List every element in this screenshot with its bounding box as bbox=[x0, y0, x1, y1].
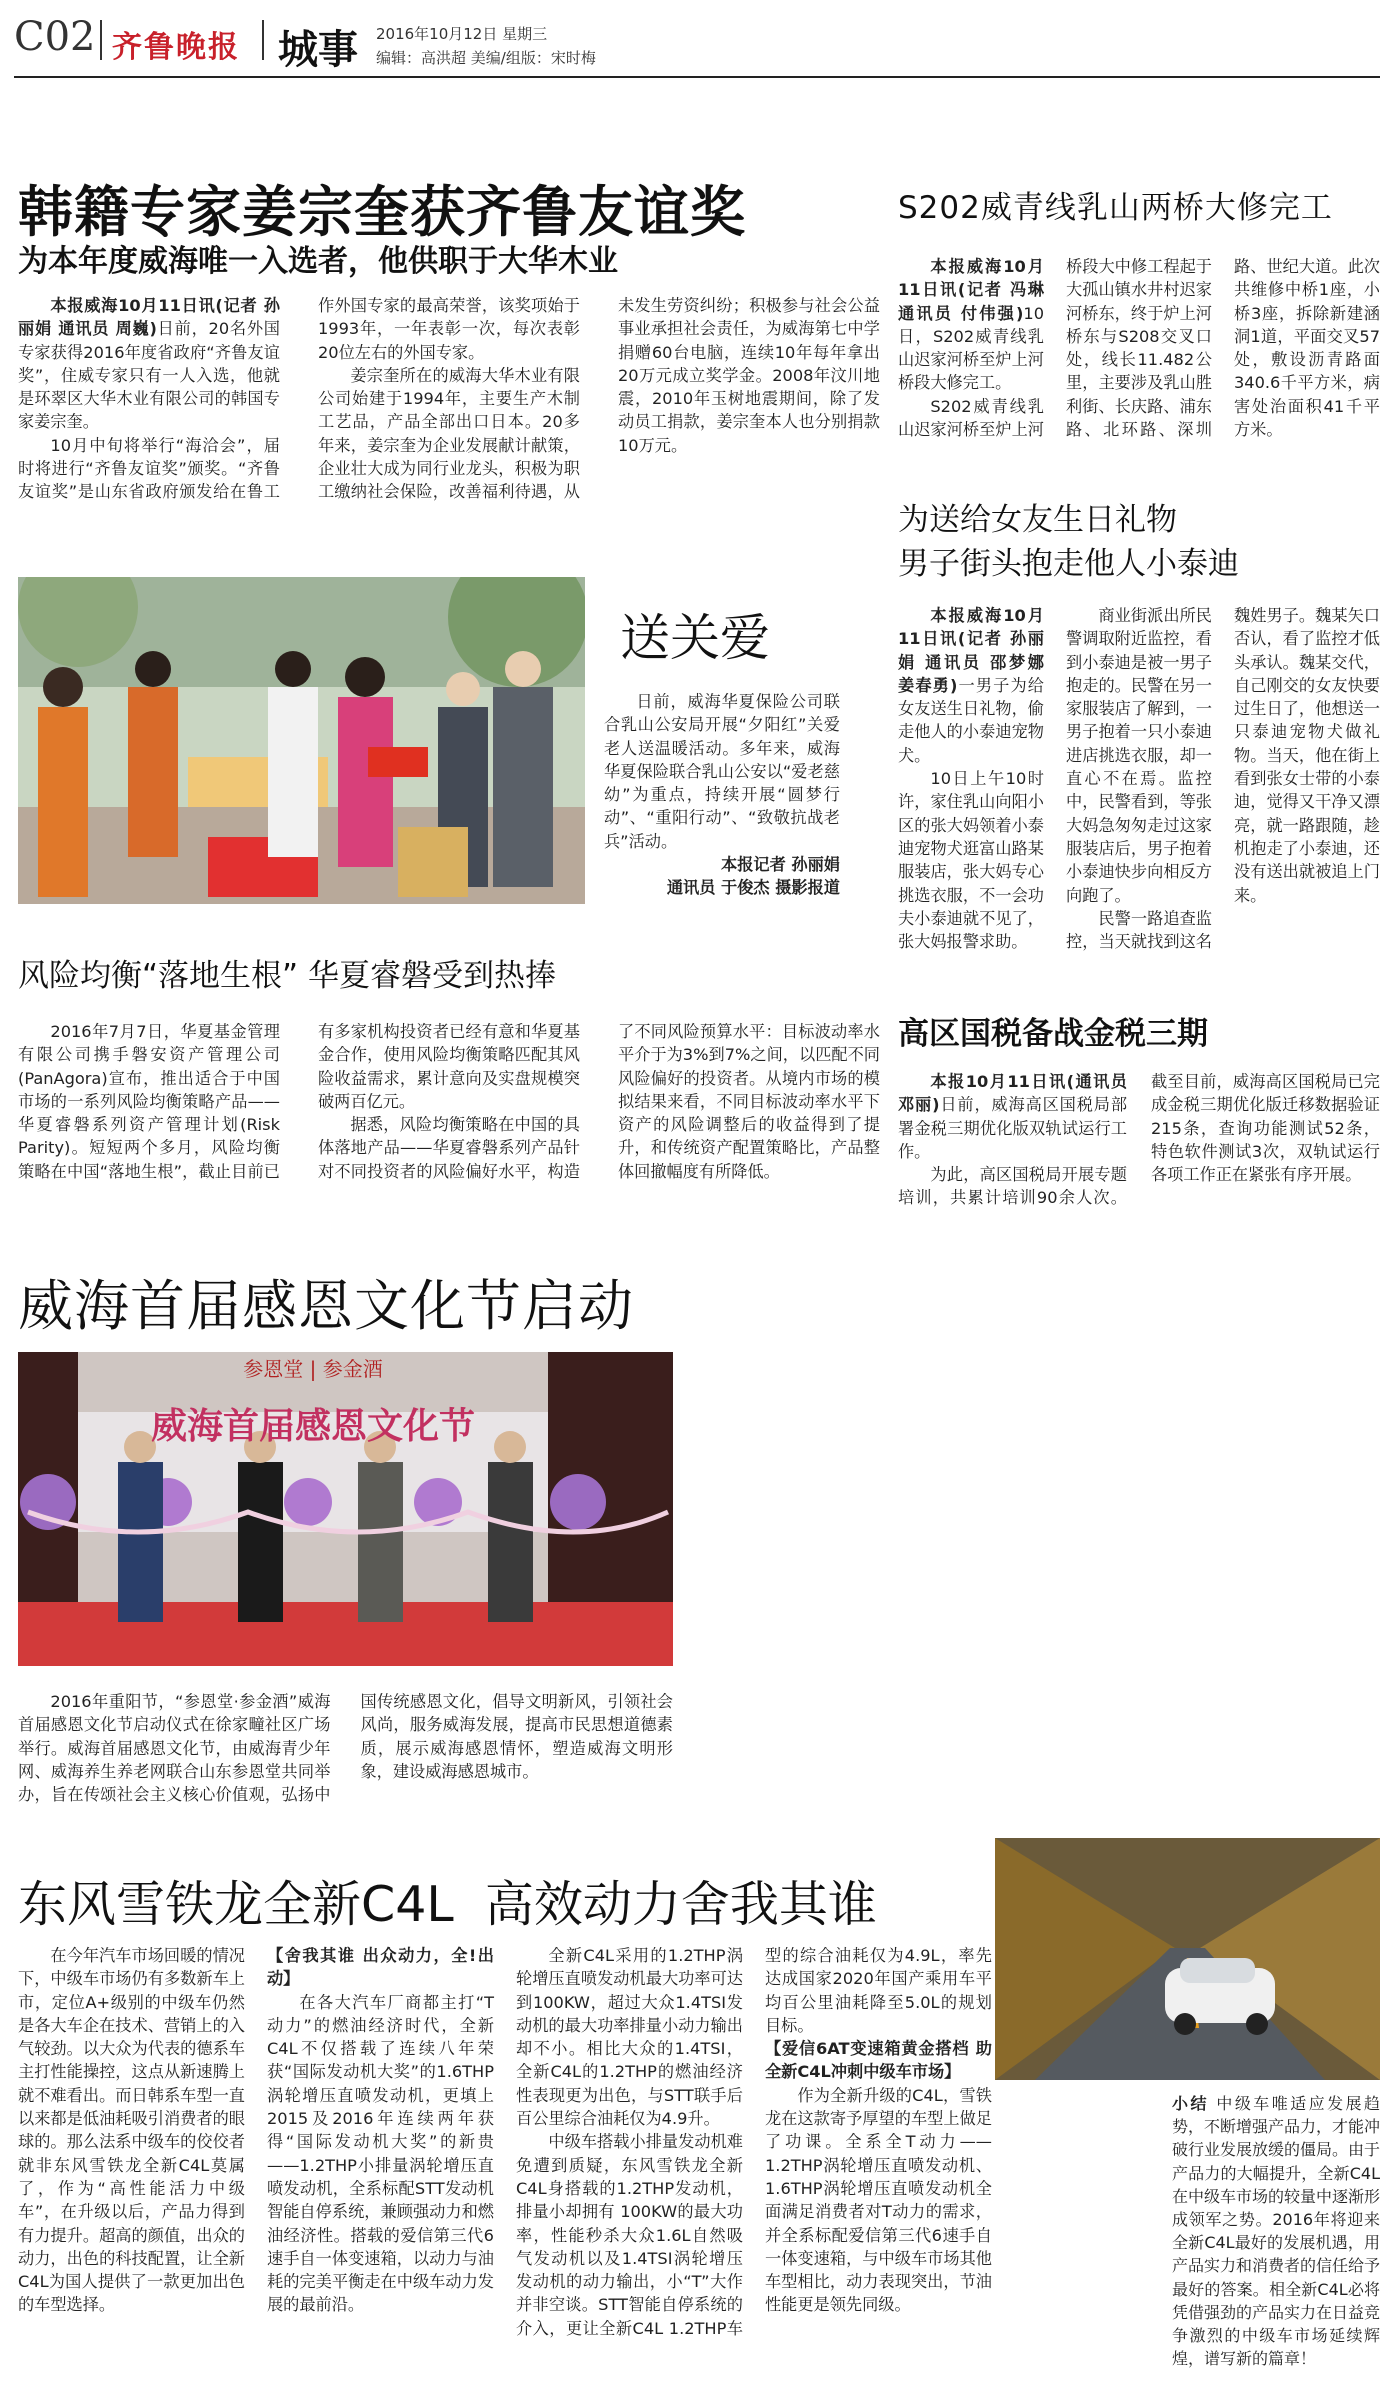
festival-photo bbox=[18, 1352, 673, 1666]
summary-text: 中级车唯适应发展趋势，不断增强产品力，才能冲破行业发展放缓的僵局。由于产品力的大幅提升，全新C4L在中级车市场的较量中逐渐形成领军之势。2016年将迎来全新C4L最好的发展机遇，用产品实力和消费者的信任给予最好的答案。相全新C4L必将凭借强劲的产品实力在日益竞争激烈的中级车市场延续辉煌，谱写新的篇章！ bbox=[1172, 2094, 1381, 2369]
article-byline: 本报威海10月11日讯(记者 孙丽娟 通讯员 邵梦娜 姜春勇) bbox=[898, 606, 1044, 695]
photo-credit: 本报记者 孙丽娟 bbox=[721, 855, 840, 875]
article-paragraph: 日前，威海高区国税局部署金税三期优化版双轨试运行工作。 bbox=[898, 1095, 1128, 1161]
article-paragraph: 2016年重阳节，“参恩堂·参金酒”威海首届感恩文化节启动仪式在徐家疃社区广场举行。威海首届感恩文化节，由威海青少年网、威海养生养老网联合山东参恩堂共同举办，旨在传颂社会主义核心价值观，弘扬中国传统感恩文化，倡导文明新风，引领社会风尚，服务威海发展，提高市民思想道德素质，展示威海感恩情怀，塑造威海文明形象，建设威海感恩城市。 bbox=[18, 1692, 673, 1805]
article-body bbox=[18, 1020, 880, 1232]
article-paragraph: S202威青线乳山迟家河桥至炉上河桥段大中修工程起于大孤山镇水井村迟家河桥东，终于炉上河桥东与S208交叉口处，线长11.482公里，主要涉及乳山胜利街、长庆路、浦东路、北环路、深圳路、世纪大道。此次共维修中桥1座，小桥3座，拆除新建涵洞1道，平面交叉57处，敷设沥青路面340.6千平方米，病害处治面积41千平方米。 bbox=[898, 257, 1380, 440]
headline-line: 为送给女友生日礼物 bbox=[898, 502, 1177, 538]
summary-label: 小结 bbox=[1172, 2094, 1209, 2113]
article-paragraph: 全新C4L采用的1.2THP涡轮增压直喷发动机最大功率可达到100KW，超过大众1.4TSI发动机的最大功率排量小动力输出却不小。相比大众的1.4TSI，全新C4L的1.2THP的燃油经济性表现更为出色，与STT联手后百公里综合油耗仅为4.9升。 bbox=[516, 1946, 743, 2129]
article-section-head: 【爱信6AT变速箱黄金搭档 助全新C4L冲刺中级车市场】 bbox=[765, 2039, 992, 2082]
photo-news-headline: 送关爱 bbox=[620, 609, 770, 667]
photo-credit: 通讯员 于俊杰 摄影报道 bbox=[666, 878, 840, 898]
article-body bbox=[18, 1690, 673, 1810]
photo-banner-text: 参恩堂 | 参金酒 bbox=[243, 1357, 383, 1381]
article-paragraph: 在今年汽车市场回暖的情况下，中级车市场仍有多数新车上市，定位A+级别的中级车仍然是各大车企在技术、营销上的入气较劲。以大众为代表的德系车主打性能操控，这点从新速腾上就不难看出。而日韩系车型一直以来都是低油耗吸引消费者的眼球的。那么法系中级车的佼佼者就非东风雪铁龙全新C4L莫属了，作为“高性能活力中级车”，在升级以后，产品力得到有力提升。超高的颜值，出众的动力，出色的科技配置，让全新C4L为国人提供了一款更加出色的车型选择。 bbox=[18, 1946, 245, 2315]
newspaper-logo: 齐鲁晚报 bbox=[112, 30, 240, 65]
article-byline: 本报10月11日讯(通讯员 邓丽) bbox=[898, 1072, 1127, 1115]
festival-photo-graphic bbox=[18, 1352, 673, 1666]
article-body bbox=[898, 1070, 1380, 1220]
article-paragraph: 民警一路追查监控，当天就找到这名魏姓男子。魏某矢口否认，看了监控才低头承认。魏某交代，自己刚交的女友快要过生日了，他想送一只泰迪宠物犬做礼物。当天，他在街上看到张女士带的小泰迪，觉得又干净又漂亮，就一路跟随，趁机抱走了小泰迪，还没有送出就被追上门来。 bbox=[1066, 606, 1380, 952]
article-body bbox=[898, 255, 1380, 475]
article-headline: 东风雪铁龙全新C4L 高效动力舍我其谁 bbox=[18, 1876, 877, 1933]
headline-line: 男子街头抱走他人小泰迪 bbox=[898, 546, 1239, 582]
article-headline: 风险均衡“落地生根” 华夏睿磐受到热捧 bbox=[18, 958, 556, 994]
article-headline: 韩籍专家姜宗奎获齐鲁友谊奖 bbox=[18, 180, 747, 244]
article-paragraph: 2016年7月7日，华夏基金管理有限公司携手磐安资产管理公司(PanAgora)宣布，推出适合于中国市场的一系列风险均衡策略产品——华夏睿磐系列资产管理计划(Risk Parity)。短短两个多月，风险均衡策略在中国“落地生根”，截止目前已有多家机构投资者已经有意和华夏基金合作，使用风险均衡策略匹配其风险收益需求，累计意向及实盘规模突破两百亿元。 bbox=[18, 1022, 580, 1181]
article-paragraph: 据悉，风险均衡策略在中国的具体落地产品——华夏睿磐系列产品针对不同投资者的风险偏好水平，构造了不同风险预算水平：目标波动率水平介于为3%到7%之间，以匹配不同风险偏好的投资者。从境内市场的模拟结果来看，不同目标波动率水平下资产的风险调整后的收益得到了提升，和传统资产配置策略比，产品整体回撤幅度有所降低。 bbox=[318, 1022, 880, 1181]
article-headline: S202威青线乳山两桥大修完工 bbox=[898, 190, 1333, 226]
article-paragraph: 为此，高区国税局开展专题培训，共累计培训90余人次。截至目前，威海高区国税局已完成金税三期优化版迁移数据验证215条，查询功能测试52条，特色软件测试3次，双轨试运行各项工作正在紧张有序开展。 bbox=[898, 1072, 1380, 1208]
article-headline: 威海首届感恩文化节启动 bbox=[18, 1274, 635, 1338]
article-body bbox=[898, 604, 1380, 986]
car-photo bbox=[995, 1838, 1380, 2080]
photo-banner-title: 威海首届感恩文化节 bbox=[150, 1406, 476, 1447]
charity-photo-graphic bbox=[18, 577, 585, 904]
masthead-rule bbox=[14, 76, 1380, 78]
page-number: C02 bbox=[14, 14, 96, 60]
photo-news-caption bbox=[604, 690, 840, 900]
article-byline: 本报威海10月11日讯(记者 孙丽娟 通讯员 周巍) bbox=[18, 296, 280, 339]
editor-credits: 编辑：高洪超 美编/组版：宋时梅 bbox=[376, 49, 596, 67]
article-subheadline: 为本年度威海唯一入选者，他供职于大华木业 bbox=[18, 244, 618, 279]
article-paragraph: 10日，S202威青线乳山迟家河桥至炉上河桥段大修完工。 bbox=[898, 303, 1044, 393]
article-paragraph: 在各大汽车厂商都主打“T动力”的燃油经济时代，全新C4L不仅搭载了连续八年荣获“国际发动机大奖”的1.6THP涡轮增压直喷发动机，更填上2015及2016年连续两年获得“国际发动机大奖”的新贵——1.2THP小排量涡轮增压直喷发动机，全系标配STT发动机智能自停系统，兼顾强动力和燃油经济性。搭载的爱信第三代6速手自一体变速箱，以动力与油耗的完美平衡走在中级车动力发展的最前沿。 bbox=[267, 1992, 494, 2315]
article-paragraph: 商业街派出所民警调取附近监控，看到小泰迪是被一男子抱走的。民警在另一家服装店了解到，一男子抱着一只小泰迪进店挑选衣服，却一直心不在焉。监控中，民警看到，等张大妈急匆匆走过这家服装店后，男子抱着小泰迪快步向相反方向跑了。 bbox=[1066, 606, 1212, 905]
article-paragraph: 姜宗奎所在的威海大华木业有限公司始建于1994年，主要生产木制工艺品，产品全部出口日本。20多年来，姜宗奎为企业发展献计献策，企业壮大成为同行业龙头，积极为职工缴纳社会保险，改善福利待遇，从未发生劳资纠纷；积极参与社会公益事业承担社会责任，为威海第七中学捐赠60台电脑，连续10年每年拿出20万元成立奖学金。2008年汶川地震，2010年玉树地震期间，除了发动员工捐款，姜宗奎本人也分别捐款10万元。 bbox=[318, 296, 880, 502]
article-paragraph: 10日上午10时许，家住乳山向阳小区的张大妈领着小泰迪宠物犬逛富山路某服装店，张大妈专心挑选衣服，不一会功夫小泰迪就不见了，张大妈报警求助。 bbox=[898, 769, 1044, 952]
car-photo-graphic bbox=[995, 1838, 1380, 2080]
article-paragraph: 日前，20名外国专家获得2016年度省政府“齐鲁友谊奖”，住威专家只有一人入选，他就是环翠区大华木业有限公司的韩国专家姜宗奎。 bbox=[18, 319, 280, 432]
charity-photo bbox=[18, 577, 585, 904]
section-name: 城事 bbox=[278, 27, 358, 73]
article-body bbox=[18, 1944, 992, 2384]
article-body bbox=[18, 294, 880, 538]
masthead-divider bbox=[262, 20, 264, 60]
article-headline: 高区国税备战金税三期 bbox=[898, 1016, 1208, 1052]
header-meta bbox=[376, 22, 596, 70]
article-paragraph: 作为全新升级的C4L，雪铁龙在这款寄予厚望的车型上做足了功课。全系全T动力——1.2THP涡轮增压直喷发动机、1.6THP涡轮增压直喷发动机全面满足消费者对T动力的需求，并全系标配爱信第三代6速手自一体变速箱，与中级车市场其他车型相比，动力表现突出，节油性能更是领先同级。 bbox=[765, 2085, 992, 2315]
issue-date: 2016年10月12日 星期三 bbox=[376, 25, 548, 43]
article-paragraph: 一男子为给女友送生日礼物，偷走他人的小泰迪宠物犬。 bbox=[898, 675, 1044, 765]
article-byline: 本报威海10月11日讯(记者 冯琳 通讯员 付伟强) bbox=[898, 257, 1044, 323]
article-summary bbox=[1172, 2092, 1380, 2382]
article-paragraph: 10月中旬将举行“海洽会”，届时将进行“齐鲁友谊奖”颁奖。“齐鲁友谊奖”是山东省政府颁发给在鲁工作外国专家的最高荣誉，该奖项始于1993年，一年表彰一次，每次表彰20位左右的外国专家。 bbox=[18, 296, 580, 502]
article-paragraph: 中级车搭载小排量发动机难免遭到质疑，东风雪铁龙全新C4L身搭载的1.2THP发动机，排量小却拥有 100KW的最大功率，性能秒杀大众1.6L自然吸气发动机以及1.4TSI涡轮增压发动机的动力输出，小“T”大作并非空谈。STT智能自停系统的介入，更让全新C4L 1.2THP车型的综合油耗仅为4.9L，率先达成国家2020年国产乘用车平均百公里油耗降至5.0L的规划目标。 bbox=[516, 1946, 992, 2338]
masthead-divider bbox=[100, 20, 102, 60]
article-headline bbox=[898, 498, 1239, 586]
article-section-head: 【舍我其谁 出众动力，全!出动】 bbox=[267, 1946, 494, 1989]
article-paragraph: 日前，威海华夏保险公司联合乳山公安局开展“夕阳红”关爱老人送温暖活动。多年来，威海华夏保险联合乳山公安以“爱老慈幼”为重点，持续开展“圆梦行动”、“重阳行动”、“致敬抗战老兵”活动。 bbox=[604, 692, 840, 851]
